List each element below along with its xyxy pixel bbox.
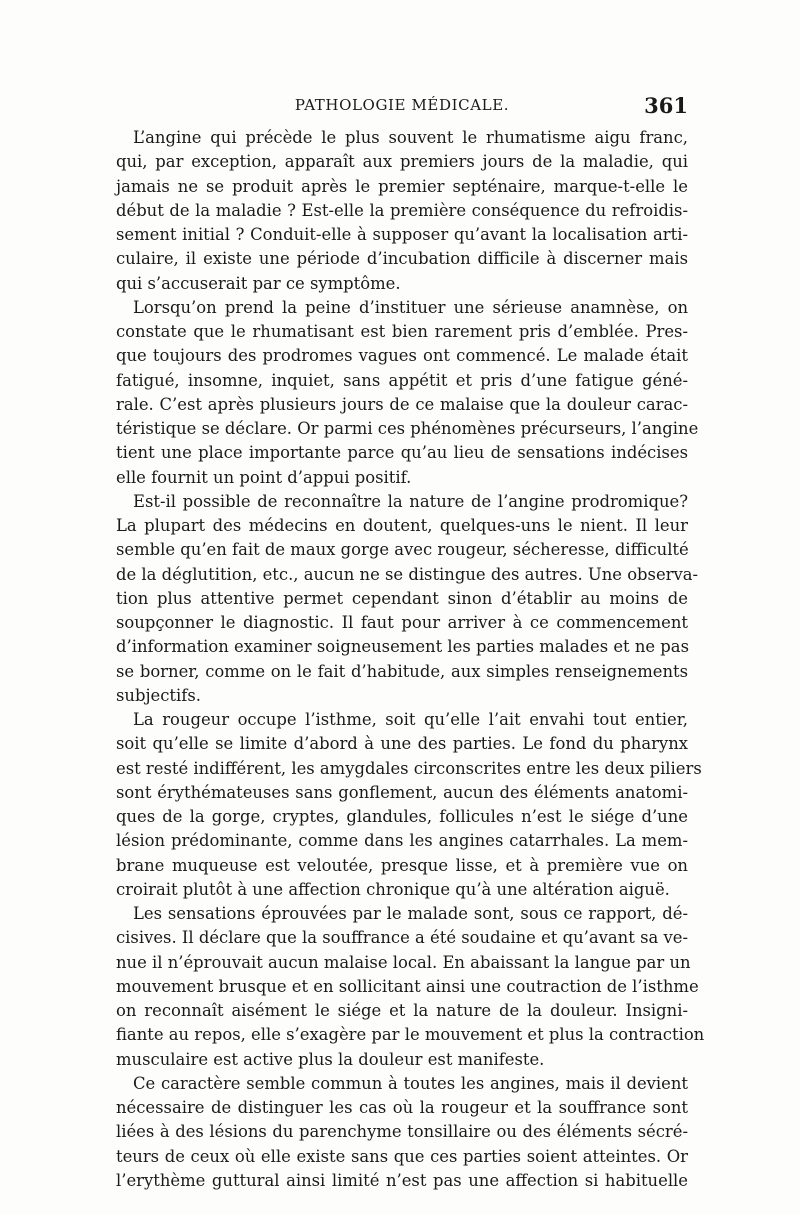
running-head xyxy=(116,93,688,120)
text-line: Ce caractère semble commun à toutes les angines, mais il devient xyxy=(133,1073,688,1093)
text-line: La plupart des médecins en doutent, quelques-uns le nient. Il leur xyxy=(116,516,688,535)
text-line: est resté indifférent, les amygdales circonscrites entre les deux piliers xyxy=(116,758,702,778)
text-line: jamais ne se produit après le premier septénaire, marque-t-elle le xyxy=(116,176,688,196)
text-line: fatigué, insomne, inquiet, sans appétit et pris d’une fatigue géné- xyxy=(116,370,688,390)
text-line: musculaire est active plus la douleur est manifeste. xyxy=(116,1049,545,1069)
page-number: 361 xyxy=(644,93,688,118)
paragraph xyxy=(116,902,705,1072)
text-line: tient une place importante parce qu’au lieu de sensations indécises xyxy=(116,443,688,463)
text-line: l’erythème guttural ainsi limité n’est pas une affection si habituelle xyxy=(116,1170,688,1190)
text-line: culaire, il existe une période d’incubation difficile à discerner mais xyxy=(116,249,688,269)
text-line: soupçonner le diagnostic. Il faut pour arriver à ce commencement xyxy=(116,613,688,632)
text-line: elle fournit un point d’appui positif. xyxy=(116,467,412,487)
text-line: soit qu’elle se limite d’abord à une des parties. Le fond du pharynx xyxy=(116,734,688,754)
text-line: teurs de ceux où elle existe sans que ces parties soient atteintes. Or xyxy=(116,1146,688,1166)
text-line: ques de la gorge, cryptes, glandules, follicules n’est le siége d’une xyxy=(116,807,688,826)
text-line: L’angine qui précède le plus souvent le rhumatisme aigu franc, xyxy=(133,128,688,147)
text-line: d’information examiner soigneusement les parties malades et ne pas xyxy=(116,637,689,657)
text-line: sont érythémateuses sans gonflement, aucun des éléments anatomi- xyxy=(116,782,688,802)
paragraph xyxy=(116,490,699,708)
text-line: constate que le rhumatisant est bien rarement pris d’emblée. Pres- xyxy=(116,322,688,341)
paragraph xyxy=(116,708,702,902)
text-line: mouvement brusque et en sollicitant ainsi une coutraction de l’isthme xyxy=(116,976,699,996)
text-line: début de la maladie ? Est-elle la première conséquence du refroidis- xyxy=(116,200,688,220)
text-line: qui, par exception, apparaît aux premiers jours de la maladie, qui xyxy=(116,152,688,172)
text-line: lésion prédominante, comme dans les angines catarrhales. La mem- xyxy=(116,831,688,851)
text-line: brane muqueuse est veloutée, presque lisse, et à première vue on xyxy=(116,855,688,875)
text-line: subjectifs. xyxy=(116,685,201,705)
paragraph xyxy=(116,126,688,296)
text-line: fiante au repos, elle s’exagère par le mouvement et plus la contraction xyxy=(116,1025,705,1045)
text-line: semble qu’en fait de maux gorge avec rougeur, sécheresse, difficulté xyxy=(116,540,689,560)
text-line: qui s’accuserait par ce symptôme. xyxy=(116,273,401,293)
text-line: se borner, comme on le fait d’habitude, aux simples renseignements xyxy=(116,661,688,681)
paragraph xyxy=(116,1072,688,1193)
text-line: Lorsqu’on prend la peine d’instituer une sérieuse anamnèse, on xyxy=(133,297,688,317)
text-line: croirait plutôt à une affection chronique qu’à une altération aiguë. xyxy=(116,879,670,899)
text-line: rale. C’est après plusieurs jours de ce malaise que la douleur carac- xyxy=(116,394,688,414)
text-line: liées à des lésions du parenchyme tonsillaire ou des éléments sécré- xyxy=(116,1122,688,1142)
running-title: PATHOLOGIE MÉDICALE. xyxy=(294,96,510,114)
text-line: La rougeur occupe l’isthme, soit qu’elle l’ait envahi tout entier, xyxy=(133,710,688,729)
text-line: nue il n’éprouvait aucun malaise local. En abaissant la langue par un xyxy=(116,952,691,972)
text-line: Les sensations éprouvées par le malade sont, sous ce rapport, dé- xyxy=(133,904,688,923)
text-line: on reconnaît aisément le siége et la nature de la douleur. Insigni- xyxy=(116,1001,688,1020)
body-text xyxy=(116,126,705,1190)
text-line: tion plus attentive permet cependant sinon d’établir au moins de xyxy=(116,588,688,608)
text-line: que toujours des prodromes vagues ont commencé. Le malade était xyxy=(116,346,688,366)
text-line: cisives. Il déclare que la souffrance a été soudaine et qu’avant sa ve- xyxy=(116,928,688,948)
text-line: nécessaire de distinguer les cas où la rougeur et la souffrance sont xyxy=(116,1098,688,1117)
text-line: téristique se déclare. Or parmi ces phénomènes précurseurs, l’angine xyxy=(116,419,699,438)
text-line: de la déglutition, etc., aucun ne se distingue des autres. Une observa- xyxy=(116,564,699,584)
text-line: Est-il possible de reconnaître la nature de l’angine prodromique? xyxy=(133,491,688,511)
paragraph xyxy=(116,296,699,490)
text-line: sement initial ? Conduit-elle à supposer qu’avant la localisation arti- xyxy=(116,225,688,244)
